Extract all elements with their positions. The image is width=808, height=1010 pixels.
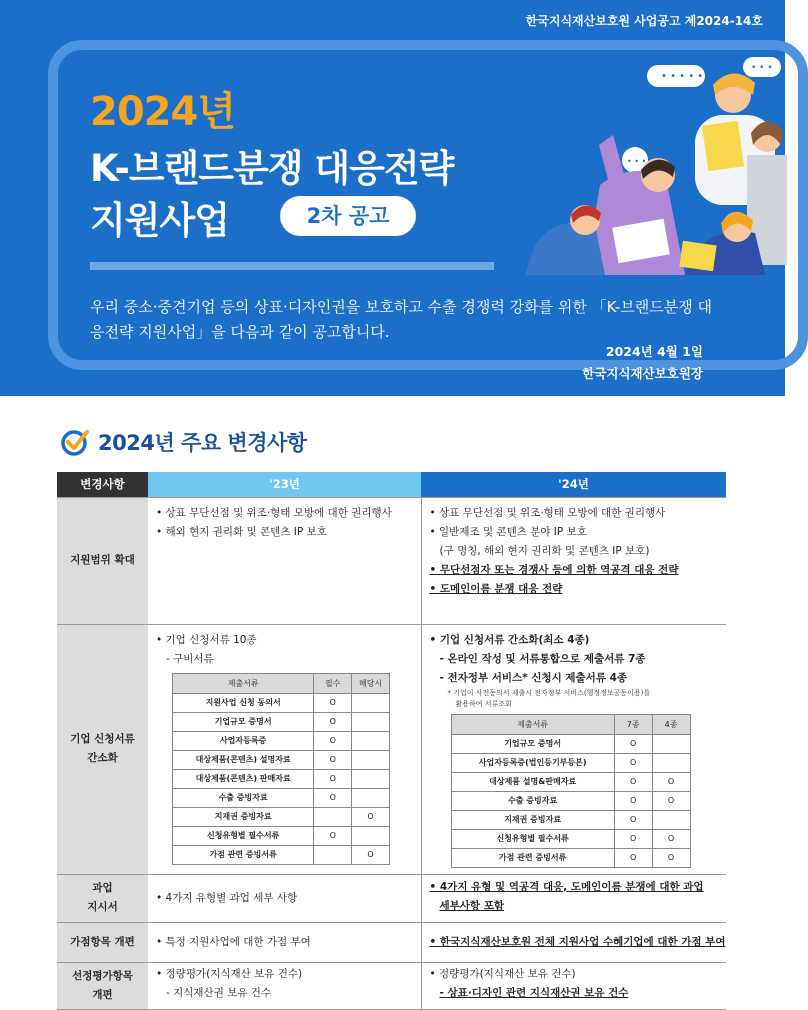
row-label-eval-line: 선정평가항목	[72, 969, 133, 982]
row-label-eval	[57, 962, 148, 1009]
docs-2024	[421, 624, 726, 874]
mini-cell: 가점 관련 증빙서류	[451, 848, 614, 867]
header-change-item: 변경사항	[57, 472, 148, 497]
mini-cell: 사업자등록증(법인등기부등본)	[451, 753, 614, 772]
mini-cell	[652, 810, 690, 829]
scope-2023	[148, 497, 421, 624]
title-year: 2024년	[90, 89, 235, 135]
section-title-text: 2024년 주요 변경사항	[98, 431, 307, 455]
mini-cell: 기업규모 증명서	[173, 712, 314, 731]
mini-cell	[352, 769, 390, 788]
mini-cell	[352, 750, 390, 769]
header-2024: '24년	[421, 472, 726, 497]
mini-cell	[314, 807, 352, 826]
table-row-bonus	[57, 922, 726, 962]
people-illustration	[515, 55, 785, 275]
header-2023: '23년	[148, 472, 421, 497]
mini-cell: O	[352, 807, 390, 826]
mini-row	[173, 769, 390, 788]
mini-cell: O	[652, 848, 690, 867]
scope-2024-line: • 무단선점자 또는 경쟁사 등에 의한 역공격 대응 전략	[429, 563, 679, 576]
mini-header: 4종	[652, 714, 690, 734]
mini-cell: O	[652, 791, 690, 810]
bonus-2023-line: • 특정 지원사업에 대한 가점 부여	[156, 935, 311, 948]
mini-cell: O	[314, 788, 352, 807]
mini-row	[451, 810, 690, 829]
title-line1: K-브랜드분쟁 대응전략	[90, 147, 454, 190]
eval-2024-line: • 정량평가(지식재산 보유 건수)	[429, 967, 576, 980]
mini-cell: O	[652, 772, 690, 791]
notice-number: 한국지식재산보호원 사업공고 제2024-14호	[525, 14, 763, 28]
mini-cell: O	[614, 734, 652, 753]
table-row-task	[57, 874, 726, 922]
mini-cell: 수출 증빙자료	[173, 788, 314, 807]
mini-row	[173, 788, 390, 807]
mini-cell: O	[614, 772, 652, 791]
docs-2024-note: 활용하여 서류조회	[455, 699, 512, 708]
mini-row	[173, 750, 390, 769]
mini-row	[173, 807, 390, 826]
table-header-row	[57, 472, 726, 497]
row-label-docs-line: 간소화	[87, 752, 118, 764]
mini-cell: O	[314, 712, 352, 731]
row-label-scope: 지원범위 확대	[57, 497, 148, 624]
header-banner	[0, 0, 785, 396]
mini-row	[451, 829, 690, 848]
mini-cell: O	[614, 848, 652, 867]
mini-cell: O	[352, 845, 390, 864]
mini-cell: 대상제품(콘텐츠) 설명자료	[173, 750, 314, 769]
mini-cell: O	[314, 750, 352, 769]
row-label-task	[57, 874, 148, 922]
mini-cell: O	[614, 753, 652, 772]
docs-2023-line: - 구비서류	[166, 652, 214, 665]
mini-cell: O	[614, 829, 652, 848]
mini-cell: 대상제품 설명&판매자료	[451, 772, 614, 791]
mini-cell	[352, 693, 390, 712]
scope-2024-line: • 일반제조 및 콘텐츠 분야 IP 보호	[429, 525, 587, 538]
table-row-eval	[57, 962, 726, 1009]
mini-cell: O	[314, 731, 352, 750]
mini-cell	[314, 845, 352, 864]
mini-row	[173, 845, 390, 864]
svg-text:• • •: • • •	[751, 63, 773, 73]
mini-cell: 신청유형별 필수서류	[173, 826, 314, 845]
table-row-scope	[57, 497, 726, 624]
mini-cell: 지재권 증빙자료	[451, 810, 614, 829]
mini-cell: 기업규모 증명서	[451, 734, 614, 753]
row-label-eval-line: 개편	[92, 988, 113, 1001]
mini-cell	[652, 734, 690, 753]
docs-2023-table	[172, 673, 390, 865]
mini-row	[451, 753, 690, 772]
row-label-bonus: 가점항목 개편	[57, 922, 148, 962]
docs-2024-line: - 온라인 작성 및 서류통합으로 제출서류 7종	[439, 652, 646, 665]
task-2023	[148, 874, 421, 922]
row-label-task-line: 과업	[92, 882, 113, 894]
intro-text: 우리 중소·중견기업 등의 상표·디자인권을 보호하고 수출 경쟁력 강화를 위한 「K-브랜드분쟁 대응전략 지원사업」을 다음과 같이 공고합니다.	[90, 298, 713, 341]
scope-2024-line: • 도메인이름 분쟁 대응 전략	[429, 582, 563, 595]
mini-cell: O	[614, 810, 652, 829]
docs-2024-line: - 전자정부 서비스* 신청시 제출서류 4종	[439, 671, 628, 684]
mini-cell	[352, 788, 390, 807]
changes-table	[57, 472, 726, 1010]
check-circle-icon	[60, 427, 90, 457]
mini-cell: O	[652, 829, 690, 848]
docs-2024-table	[451, 714, 691, 868]
task-2023-line: • 4가지 유형별 과업 세부 사항	[156, 891, 298, 904]
table-row-docs	[57, 624, 726, 874]
mini-cell: O	[314, 769, 352, 788]
round-badge: 2차 공고	[280, 196, 416, 236]
scope-2024-line: • 상표 무단선점 및 위조·형태 모방에 대한 권리행사	[429, 506, 666, 519]
task-2024	[421, 874, 726, 922]
section-title	[60, 425, 307, 459]
row-label-docs-line: 기업 신청서류	[70, 733, 135, 745]
mini-cell: 지재권 증빙자료	[173, 807, 314, 826]
docs-2024-note: * 기업이 사전동의서 제출시 전자정부 서비스(행정정보공동이용)를	[447, 688, 651, 697]
mini-header: 필수	[314, 673, 352, 693]
mini-header: 해당시	[352, 673, 390, 693]
mini-row	[451, 734, 690, 753]
svg-text:• • •: • • •	[627, 157, 647, 166]
row-label-task-line: 지시서	[87, 901, 118, 913]
mini-cell: O	[314, 826, 352, 845]
mini-cell	[352, 712, 390, 731]
row-label-docs	[57, 624, 148, 874]
scope-2024	[421, 497, 726, 624]
mini-header: 7종	[614, 714, 652, 734]
mini-cell: 수출 증빙자료	[451, 791, 614, 810]
mini-cell	[352, 826, 390, 845]
eval-2024	[421, 962, 726, 1009]
svg-text:• • • • •: • • • • •	[661, 71, 704, 82]
bonus-2024	[421, 922, 726, 962]
mini-cell: O	[314, 693, 352, 712]
task-2024-line: 세부사항 포함	[439, 899, 505, 912]
bonus-2024-line: • 한국지식재산보호원 전체 지원사업 수혜기업에 대한 가점 부여	[429, 935, 726, 948]
mini-cell: 사업자등록증	[173, 731, 314, 750]
mini-row	[173, 693, 390, 712]
mini-header: 제출서류	[451, 714, 614, 734]
eval-2023-line: - 지식재산권 보유 건수	[166, 986, 272, 999]
mini-cell	[652, 753, 690, 772]
scope-2023-line: • 해외 현지 권리화 및 콘텐츠 IP 보호	[156, 525, 327, 538]
mini-cell: 지원사업 신청 동의서	[173, 693, 314, 712]
eval-2024-line: - 상표·디자인 관련 지식재산권 보유 건수	[439, 986, 629, 999]
docs-2023-line: • 기업 신청서류 10종	[156, 633, 257, 646]
mini-row	[173, 826, 390, 845]
mini-cell	[352, 731, 390, 750]
mini-row	[451, 772, 690, 791]
publish-date: 2024년 4월 1일	[605, 344, 703, 359]
mini-cell: 대상제품(콘텐츠) 판매자료	[173, 769, 314, 788]
publisher: 한국지식재산보호원장	[582, 366, 703, 381]
title-line2: 지원사업	[90, 199, 229, 242]
mini-row	[451, 848, 690, 867]
scope-2023-line: • 상표 무단선점 및 위조·형태 모방에 대한 권리행사	[156, 506, 392, 519]
eval-2023-line: • 정량평가(지식재산 보유 건수)	[156, 967, 303, 980]
mini-cell: 신청유형별 필수서류	[451, 829, 614, 848]
bonus-2023	[148, 922, 421, 962]
docs-2023	[148, 624, 421, 874]
eval-2023	[148, 962, 421, 1009]
mini-row	[173, 731, 390, 750]
title-underline-bar	[90, 262, 494, 270]
mini-header: 제출서류	[173, 673, 314, 693]
docs-2024-line: • 기업 신청서류 간소화(최소 4종)	[429, 633, 590, 646]
mini-cell: 가점 관련 증빙서류	[173, 845, 314, 864]
scope-2024-line: (구 명칭, 해외 현지 권리화 및 콘텐츠 IP 보호)	[439, 544, 650, 557]
task-2024-line: • 4가지 유형 및 역공격 대응, 도메인이름 분쟁에 대한 과업	[429, 880, 704, 893]
mini-row	[173, 712, 390, 731]
mini-cell: O	[614, 791, 652, 810]
mini-row	[451, 791, 690, 810]
